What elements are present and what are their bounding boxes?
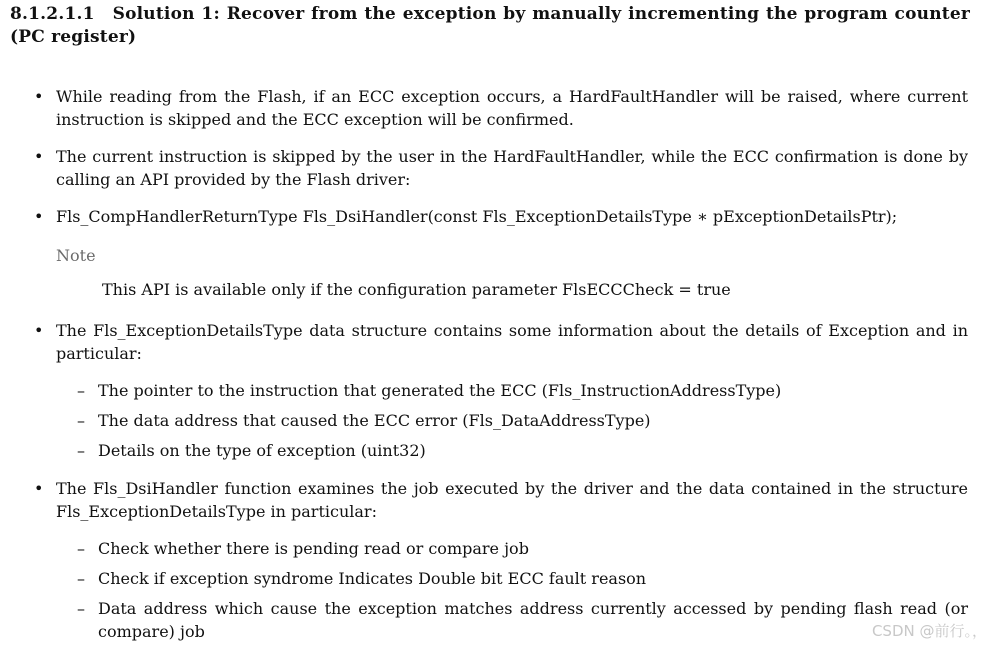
sub-item-text: The data address that caused the ECC error (Fls_DataAddressType) [98, 411, 651, 430]
bullet-marker: • [34, 87, 44, 106]
dash-marker: – [77, 599, 85, 618]
bullet-text: The current instruction is skipped by the user in the HardFaultHandler, while the ECC confirmation is done by calling an API provided by the Flash driver: [56, 147, 968, 189]
dash-marker: – [77, 381, 85, 400]
dash-marker: – [77, 441, 85, 460]
note-text: This API is available only if the configuration parameter FlsECCCheck = true [102, 280, 731, 299]
bullet-text: The Fls_DsiHandler function examines the job executed by the driver and the data contained in the structure Fls_ExceptionDetailsType in particular: [56, 479, 968, 521]
section-title: Solution 1: Recover from the exception by manually incrementing the program counter (PC register) [10, 4, 970, 47]
dash-marker: – [77, 569, 85, 588]
bullet-text: The Fls_ExceptionDetailsType data structure contains some information about the details of Exception and in particular: [56, 321, 968, 363]
bullet-marker: • [34, 479, 44, 498]
csdn-watermark: CSDN @前行。， [871, 622, 987, 640]
dash-marker: – [77, 539, 85, 558]
dash-marker: – [77, 411, 85, 430]
bullet-text: While reading from the Flash, if an ECC exception occurs, a HardFaultHandler will be raised, where current instruction is skipped and the ECC exception will be confirmed. [56, 87, 968, 129]
document-page [10, 0, 970, 649]
sub-item-text: Check whether there is pending read or compare job [98, 539, 529, 558]
section-heading [10, 3, 970, 49]
section-number: 8.1.2.1.1 [10, 4, 95, 24]
bullet-marker: • [34, 321, 44, 340]
note-label: Note [56, 246, 96, 265]
bullet-marker: • [34, 207, 44, 226]
bullet-marker: • [34, 147, 44, 166]
api-signature: Fls_CompHandlerReturnType Fls_DsiHandler(const Fls_ExceptionDetailsType ∗ pExceptionDetailsPtr); [56, 207, 898, 226]
sub-item-text: Check if exception syndrome Indicates Double bit ECC fault reason [98, 569, 647, 588]
sub-item-text: Data address which cause the exception matches address currently accessed by pending flash read (or compare) job [98, 599, 968, 641]
sub-item-text: Details on the type of exception (uint32) [98, 441, 426, 460]
sub-item-text: The pointer to the instruction that generated the ECC (Fls_InstructionAddressType) [98, 381, 782, 400]
